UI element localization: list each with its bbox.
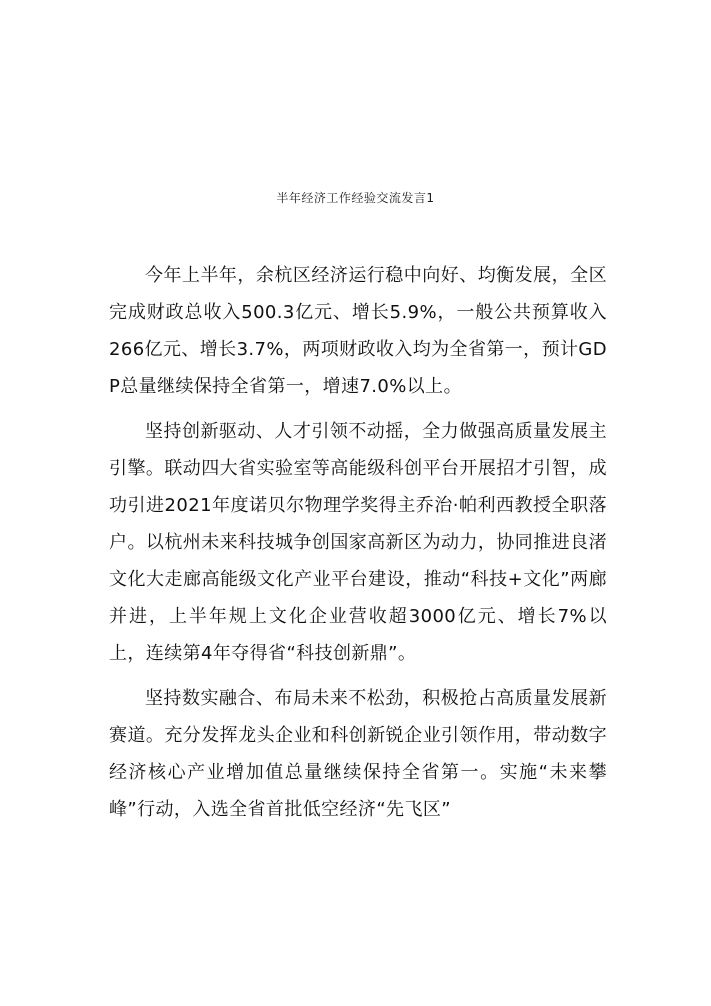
paragraph-innovation-talent: 坚持创新驱动、人才引领不动摇，全力做强高质量发展主引擎。联动四大省实验室等高能级科创平台开展招才引智，成功引进2021年度诺贝尔物理学奖得主乔治·帕利西教授全职落户。以杭州未来科技城争创国家高新区为动力，协同推进良渚文化大走廊高能级文化产业平台建设，推动“科技+文化”两廊并进，上半年规上文化企业营收超3000亿元、增长7%以上，连续第4年夺得省“科技创新鼎”。 [109, 421, 607, 664]
paragraph-digital-economy: 坚持数实融合、布局未来不松劲，积极抢占高质量发展新赛道。充分发挥龙头企业和科创新锐企业引领作用，带动数字经济核心产业增加值总量继续保持全省第一。实施“未来攀峰”行动，入选全省首批低空经济“先飞区” [109, 688, 607, 820]
document-title: 半年经济工作经验交流发言1 [276, 191, 435, 205]
document-body [109, 257, 607, 836]
paragraph-economic-overview: 今年上半年，余杭区经济运行稳中向好、均衡发展，全区完成财政总收入500.3亿元、增长5.9%，一般公共预算收入266亿元、增长3.7%，两项财政收入均为全省第一，预计GDP总量继续保持全省第一，增速7.0%以上。 [109, 265, 607, 397]
